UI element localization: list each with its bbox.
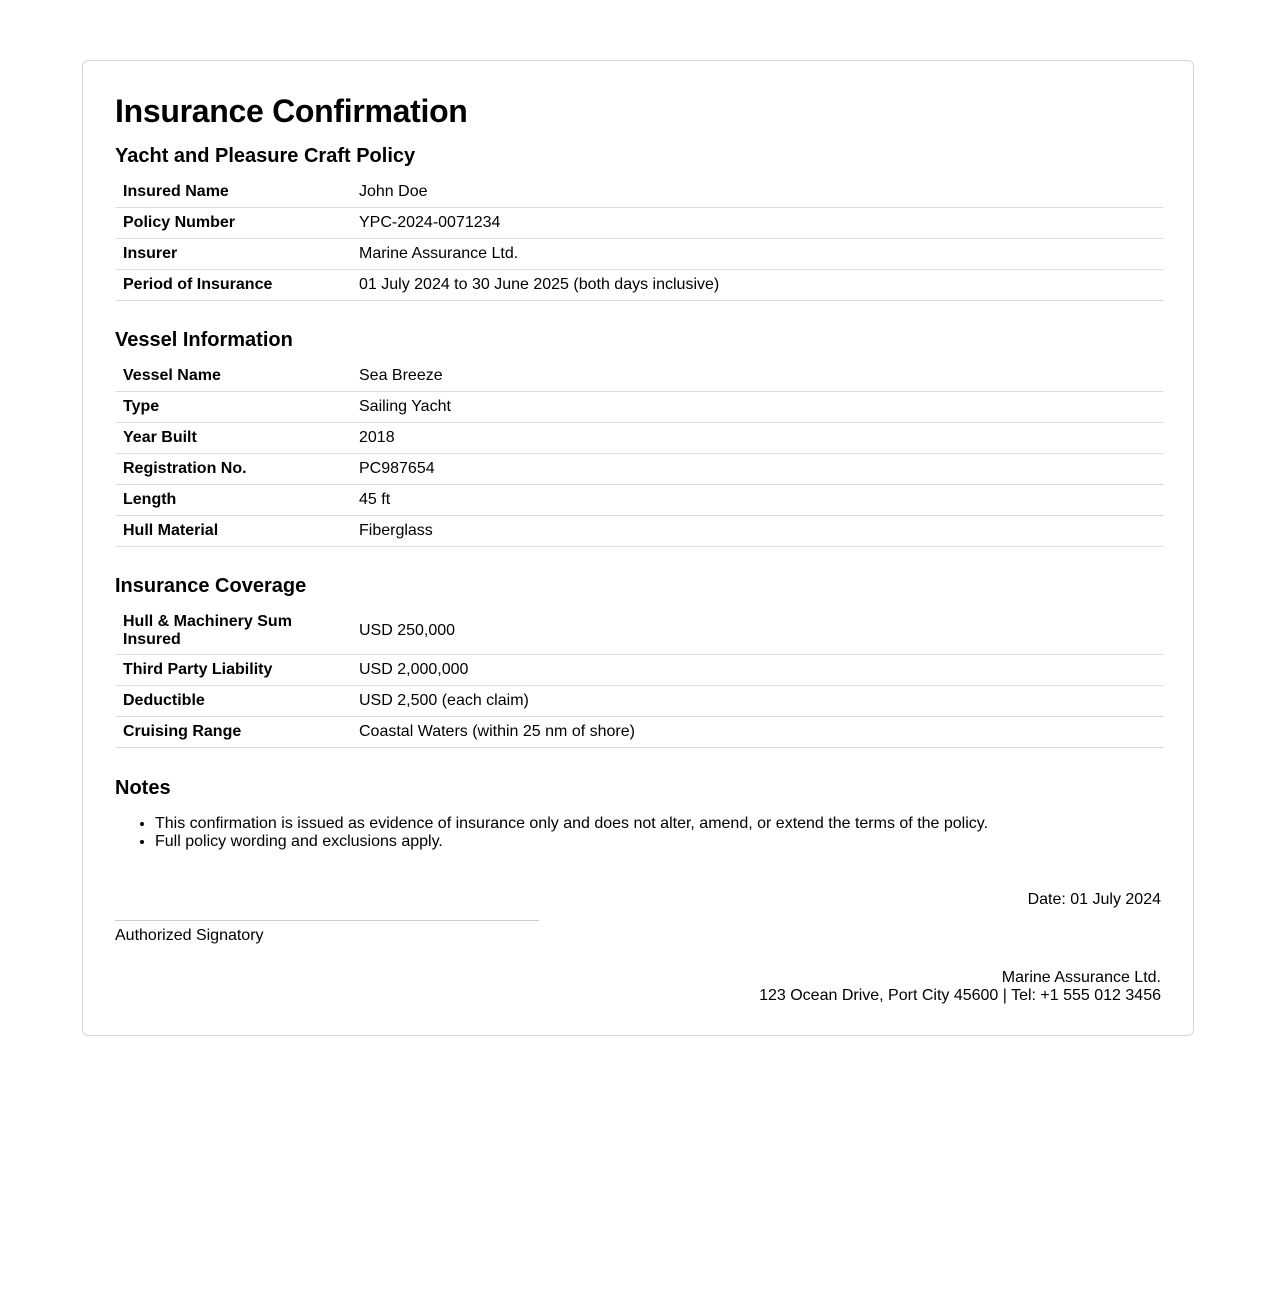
row-label: Third Party Liability	[115, 655, 351, 686]
row-value: USD 2,500 (each claim)	[351, 686, 1163, 717]
table-row	[115, 686, 1163, 717]
row-value: Coastal Waters (within 25 nm of shore)	[351, 717, 1163, 748]
row-value: YPC-2024-0071234	[351, 208, 1163, 239]
row-value: Marine Assurance Ltd.	[351, 239, 1163, 270]
notes-heading: Notes	[115, 777, 171, 799]
insurance-document	[82, 60, 1194, 1036]
row-label: Hull Material	[115, 516, 351, 547]
row-label: Insured Name	[115, 177, 351, 208]
list-item: • This confirmation is issued as evidence of insurance only and does not alter, amend, or extend the terms of the policy.	[155, 815, 988, 833]
table-row	[115, 270, 1163, 301]
table-row	[115, 177, 1163, 208]
policy-heading: Yacht and Pleasure Craft Policy	[115, 145, 416, 167]
row-label: Year Built	[115, 423, 351, 454]
table-row	[115, 239, 1163, 270]
row-label: Policy Number	[115, 208, 351, 239]
table-row	[115, 423, 1163, 454]
table-row	[115, 655, 1163, 686]
table-row	[115, 717, 1163, 748]
page-title: Insurance Confirmation	[115, 93, 468, 129]
row-value: Sailing Yacht	[351, 392, 1163, 423]
table-row	[115, 361, 1163, 392]
row-label: Type	[115, 392, 351, 423]
row-value: Sea Breeze	[351, 361, 1163, 392]
footer	[759, 969, 1161, 1005]
row-label: Period of Insurance	[115, 270, 351, 301]
row-value: USD 250,000	[351, 607, 1163, 655]
row-value: USD 2,000,000	[351, 655, 1163, 686]
table-row	[115, 607, 1163, 655]
row-label: Cruising Range	[115, 717, 351, 748]
notes-list	[115, 815, 988, 851]
footer-address: 123 Ocean Drive, Port City 45600 | Tel: +1 555 012 3456	[759, 987, 1161, 1004]
issue-date: Date: 01 July 2024	[1027, 891, 1161, 908]
coverage-heading: Insurance Coverage	[115, 575, 307, 597]
row-label: Length	[115, 485, 351, 516]
row-label: Registration No.	[115, 454, 351, 485]
table-row	[115, 454, 1163, 485]
vessel-table	[115, 361, 1163, 547]
row-value: John Doe	[351, 177, 1163, 208]
row-label: Deductible	[115, 686, 351, 717]
policy-table	[115, 177, 1163, 301]
footer-company: Marine Assurance Ltd.	[1001, 969, 1161, 986]
row-value: 2018	[351, 423, 1163, 454]
table-row	[115, 516, 1163, 547]
signatory-label: Authorized Signatory	[115, 927, 264, 944]
row-value: 01 July 2024 to 30 June 2025 (both days inclusive)	[351, 270, 1163, 301]
row-value: 45 ft	[351, 485, 1163, 516]
coverage-table	[115, 607, 1163, 748]
list-item: • Full policy wording and exclusions apply.	[155, 833, 988, 851]
row-label: Hull & Machinery Sum Insured	[115, 607, 351, 655]
vessel-heading: Vessel Information	[115, 329, 293, 351]
row-label: Vessel Name	[115, 361, 351, 392]
table-row	[115, 485, 1163, 516]
table-row	[115, 208, 1163, 239]
row-label: Insurer	[115, 239, 351, 270]
row-value: Fiberglass	[351, 516, 1163, 547]
signature-line	[115, 920, 539, 921]
row-value: PC987654	[351, 454, 1163, 485]
table-row	[115, 392, 1163, 423]
